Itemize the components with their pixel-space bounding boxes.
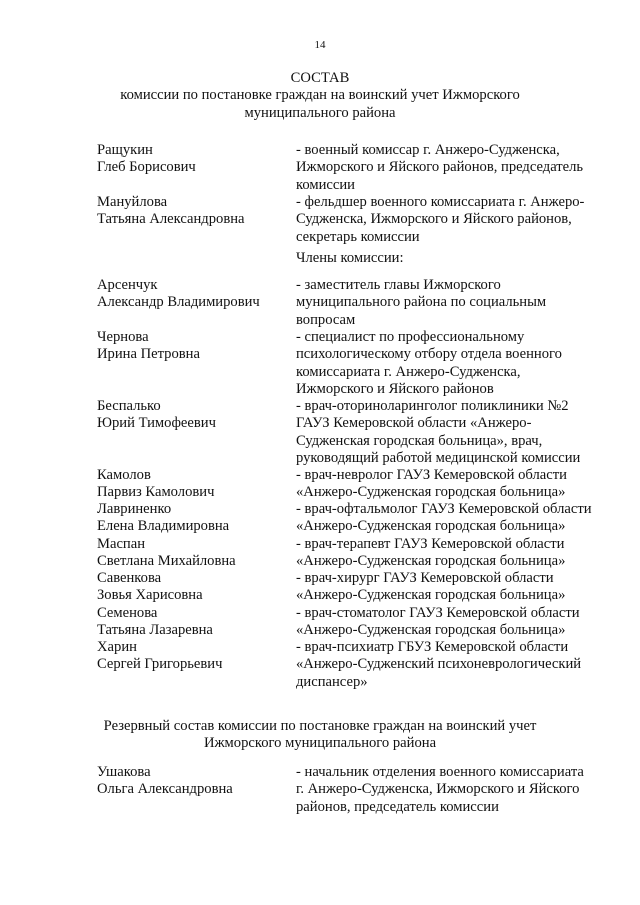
member-name <box>97 142 196 177</box>
member-name <box>97 764 233 799</box>
given-name: Татьяна Лазаревна <box>97 622 213 639</box>
role-line: диспансер» <box>296 673 368 690</box>
member-name <box>97 570 203 605</box>
surname: Ращукин <box>97 142 153 158</box>
surname: Харин <box>97 639 137 655</box>
role-line: - врач-оториноларинголог поликлиники №2 <box>296 398 569 414</box>
role-line: секретарь комиссии <box>296 228 420 245</box>
role-line: - начальник отделения военного комиссариата <box>296 764 584 780</box>
member-role <box>296 639 581 691</box>
member-role <box>296 467 567 502</box>
given-name: Парвиз Камолович <box>97 484 215 501</box>
member-role <box>296 764 584 816</box>
title-subtitle-line: муниципального района <box>244 104 396 121</box>
member-role <box>296 398 580 467</box>
role-line: - врач-терапевт ГАУЗ Кемеровской области <box>296 536 565 552</box>
member-role <box>296 501 592 536</box>
member-name <box>97 398 216 433</box>
given-name: Зовья Харисовна <box>97 587 203 604</box>
member-name <box>97 605 213 640</box>
member-role <box>296 570 565 605</box>
role-line: комиссариата г. Анжеро-Судженска, <box>296 363 521 380</box>
surname: Арсенчук <box>97 277 158 293</box>
given-name: Ирина Петровна <box>97 346 200 363</box>
reserve-heading-line: Ижморского муниципального района <box>203 735 437 752</box>
title-heading: СОСТАВ <box>290 70 350 86</box>
member-name <box>97 639 222 674</box>
role-line: - военный комиссар г. Анжеро-Судженска, <box>296 142 560 158</box>
surname: Маспан <box>97 536 146 552</box>
role-line: «Анжеро-Судженская городская больница» <box>296 484 566 501</box>
reserve-heading-line: Резервный состав комиссии по постановке граждан на воинский учет <box>103 718 537 734</box>
role-line: «Анжеро-Судженская городская больница» <box>296 587 566 604</box>
surname: Лавриненко <box>97 501 172 517</box>
role-line: «Анжеро-Судженская городская больница» <box>296 622 566 639</box>
member-role <box>296 536 565 571</box>
member-name <box>97 467 214 502</box>
given-name: Светлана Михайловна <box>97 553 236 570</box>
surname: Мануйлова <box>97 194 168 210</box>
surname: Ушакова <box>97 764 151 780</box>
member-name <box>97 501 229 536</box>
reserve-heading <box>0 718 640 753</box>
member-role <box>296 194 584 246</box>
role-line: вопросам <box>296 311 356 328</box>
member-role <box>296 605 580 640</box>
role-line: - врач-психиатр ГБУЗ Кемеровской области <box>296 639 569 655</box>
surname: Чернова <box>97 329 149 345</box>
member-role <box>296 277 546 329</box>
role-line: муниципального района по социальным <box>296 294 547 311</box>
surname: Беспалько <box>97 398 161 414</box>
members-heading: Члены комиссии: <box>296 250 404 266</box>
member-role <box>296 142 583 194</box>
member-role <box>296 329 562 398</box>
member-name <box>97 194 245 229</box>
given-name: Юрий Тимофеевич <box>97 415 216 432</box>
document-title <box>0 70 640 122</box>
given-name: Елена Владимировна <box>97 518 230 535</box>
title-subtitle-line: комиссии по постановке граждан на воинский учет Ижморского <box>120 87 520 104</box>
role-line: - врач-невролог ГАУЗ Кемеровской области <box>296 467 567 483</box>
role-line: Судженска, Ижморского и Яйского районов, <box>296 211 572 228</box>
role-line: «Анжеро-Судженская городская больница» <box>296 518 566 535</box>
given-name: Александр Владимирович <box>97 294 260 311</box>
role-line: - фельдшер военного комиссариата г. Анжеро- <box>296 194 585 210</box>
role-line: ГАУЗ Кемеровской области «Анжеро- <box>296 415 532 432</box>
role-line: «Анжеро-Судженская городская больница» <box>296 553 566 570</box>
surname: Камолов <box>97 467 151 483</box>
role-line: - врач-офтальмолог ГАУЗ Кемеровской области <box>296 501 592 517</box>
given-name: Глеб Борисович <box>97 159 196 176</box>
role-line: «Анжеро-Судженский психоневрологический <box>296 656 582 673</box>
role-line: - специалист по профессиональному <box>296 329 525 345</box>
given-name: Татьяна Александровна <box>97 211 245 228</box>
member-name <box>97 277 260 312</box>
member-name <box>97 329 200 364</box>
member-name <box>97 536 236 571</box>
role-line: - заместитель главы Ижморского <box>296 277 501 293</box>
role-line: Ижморского и Яйского районов <box>296 380 494 397</box>
role-line: Ижморского и Яйского районов, председатель <box>296 159 584 176</box>
role-line: - врач-стоматолог ГАУЗ Кемеровской области <box>296 605 580 621</box>
given-name: Сергей Григорьевич <box>97 656 223 673</box>
surname: Савенкова <box>97 570 162 586</box>
role-line: г. Анжеро-Судженска, Ижморского и Яйского <box>296 781 580 798</box>
role-line: психологическому отбору отдела военного <box>296 346 562 363</box>
role-line: Судженская городская больница», врач, <box>296 432 543 449</box>
role-line: руководящий работой медицинской комиссии <box>296 449 581 466</box>
role-line: - врач-хирург ГАУЗ Кемеровской области <box>296 570 554 586</box>
surname: Семенова <box>97 605 158 621</box>
role-line: районов, председатель комиссии <box>296 798 499 815</box>
given-name: Ольга Александровна <box>97 781 233 798</box>
page-number: 14 <box>314 39 326 51</box>
role-line: комиссии <box>296 176 355 193</box>
